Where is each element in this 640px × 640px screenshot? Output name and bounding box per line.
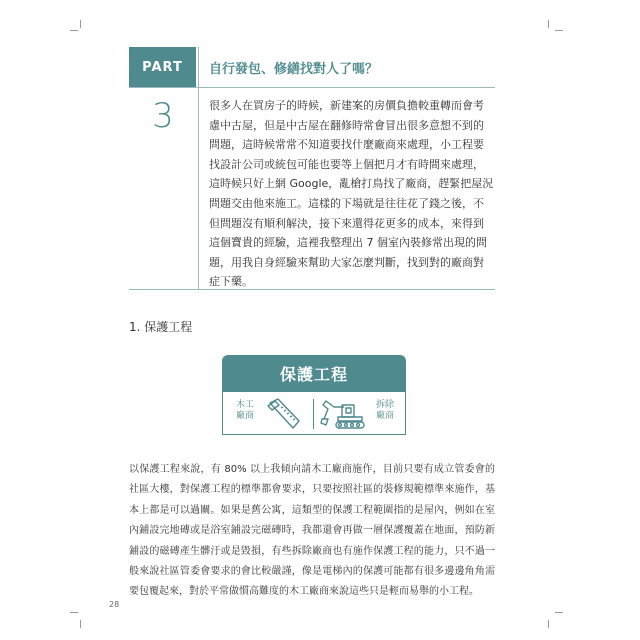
demolition-vendor-label: 拆除廠商 [375, 400, 394, 421]
illustration-divider [313, 399, 314, 429]
crop-mark [80, 620, 81, 628]
crop-mark [80, 20, 81, 28]
part-title: 自行發包、修繕找對人了嗎？ [209, 61, 379, 77]
part-number: 3 [152, 96, 174, 136]
header-rule [129, 87, 495, 88]
crop-mark [70, 612, 78, 613]
section-heading: 1. 保護工程 [129, 320, 193, 334]
body-paragraph: 以保護工程來說，有 80% 以上我傾向請木工廠商施作，目前只要有成立管委會的社區大樓，對保護工程的標準都會要求，只要按照社區的裝修規範標準來施作，基本上都是可以過關。如果是舊公寓，這類型的保護工程範圍指的是屋內，例如在室內鋪設完地磚或是浴室鋪設完磁磚時，我都還會再做一層保護覆蓋在地面，預防新鋪設的磁磚產生髒汙或是毀損，有些拆除廠商也有施作保護工程的能力，只不過一般來說社區管委會要求的會比較嚴謹，像是電梯內的保護可能都有很多邊邊角角需要包覆起來，對於平常做慣高難度的木工廠商來說這些只是輕而易舉的小工程。 [129, 464, 495, 598]
intro-paragraph: 很多人在買房子的時候，新建案的房價負擔較重轉而會考慮中古屋，但是中古屋在翻修時常會冒出很多意想不到的問題，這時候常常不知道要找什麼廠商來處理，小工程要找設計公司或統包可能也要等上個把月才有時間來處理，這時候只好上網 Google，亂槍打鳥找了廠商，趕緊把屋況問題交由他來施工。這樣的下場就是往往花了錢之後，不但問題沒有順利解決，接下來還得花更多的成本，來得到這個寶貴的經驗，這裡我整理出 7 個室內裝修常出現的問題，用我自身經驗來幫助大家怎麼判斷，找到對的廠商對症下藥。 [209, 99, 494, 289]
header-vertical-rule [198, 47, 199, 289]
carpentry-vendor-label: 木工廠商 [235, 400, 254, 421]
page-number: 28 [109, 600, 120, 609]
crop-mark [555, 30, 563, 31]
part-label: PART [129, 47, 196, 87]
excavator-icon [320, 397, 366, 431]
crop-mark [548, 620, 549, 628]
handsaw-icon [266, 397, 302, 431]
crop-mark [70, 30, 78, 31]
illustration-title: 保護工程 [222, 355, 406, 392]
protection-work-illustration [222, 355, 406, 435]
crop-mark [555, 612, 563, 613]
crop-mark [548, 20, 549, 28]
